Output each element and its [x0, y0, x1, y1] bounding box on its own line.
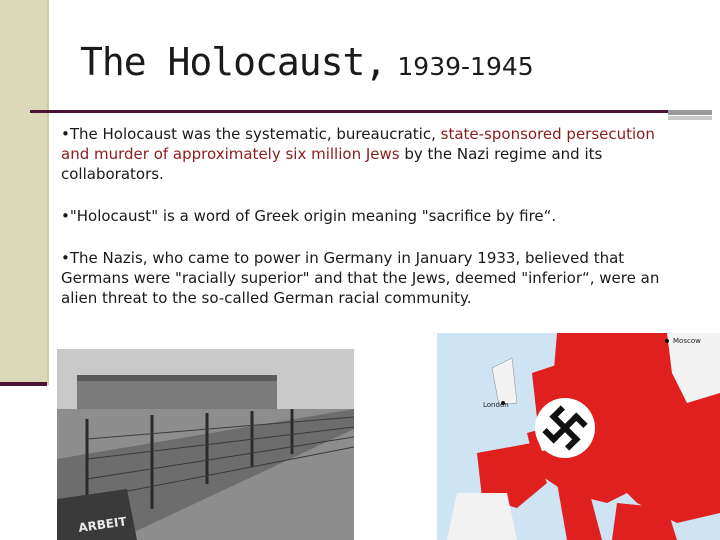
slide-title: [80, 40, 534, 84]
map-label-moscow: Moscow: [673, 337, 701, 345]
bullet-1: [61, 124, 681, 184]
title-divider: [30, 110, 668, 113]
title-divider-accent: [668, 110, 712, 115]
map-label-london: London: [483, 401, 509, 409]
title-years: 1939-1945: [397, 52, 534, 81]
title-divider-accent-light: [668, 116, 712, 120]
decorative-left-band: [0, 0, 47, 385]
bullet-list: [61, 124, 681, 330]
title-main: The Holocaust,: [80, 40, 387, 84]
bullet-1-highlight: state-sponsored persecution and murder of approximately six million Jews: [61, 125, 655, 163]
sign-text: ARBEIT: [77, 514, 128, 535]
left-band-edge: [47, 0, 49, 385]
europe-map: [437, 333, 720, 540]
europe-map-graphic: [437, 333, 720, 540]
bullet-3: •The Nazis, who came to power in Germany in January 1933, believed that Germans were "racially superior" and that the Jews, deemed "inferior“, were an alien threat to the so-called German racial community.: [61, 249, 660, 307]
bullet-1-suffix: by the Nazi regime and its collaborators.: [61, 145, 603, 183]
camp-photo: [57, 349, 354, 540]
bullet-1-prefix: •The Holocaust was the systematic, bureaucratic,: [61, 125, 441, 143]
left-band-cap: [0, 382, 47, 386]
bullet-2: •"Holocaust" is a word of Greek origin meaning "sacrifice by fire“.: [61, 207, 557, 225]
camp-photo-graphic: [57, 349, 354, 540]
